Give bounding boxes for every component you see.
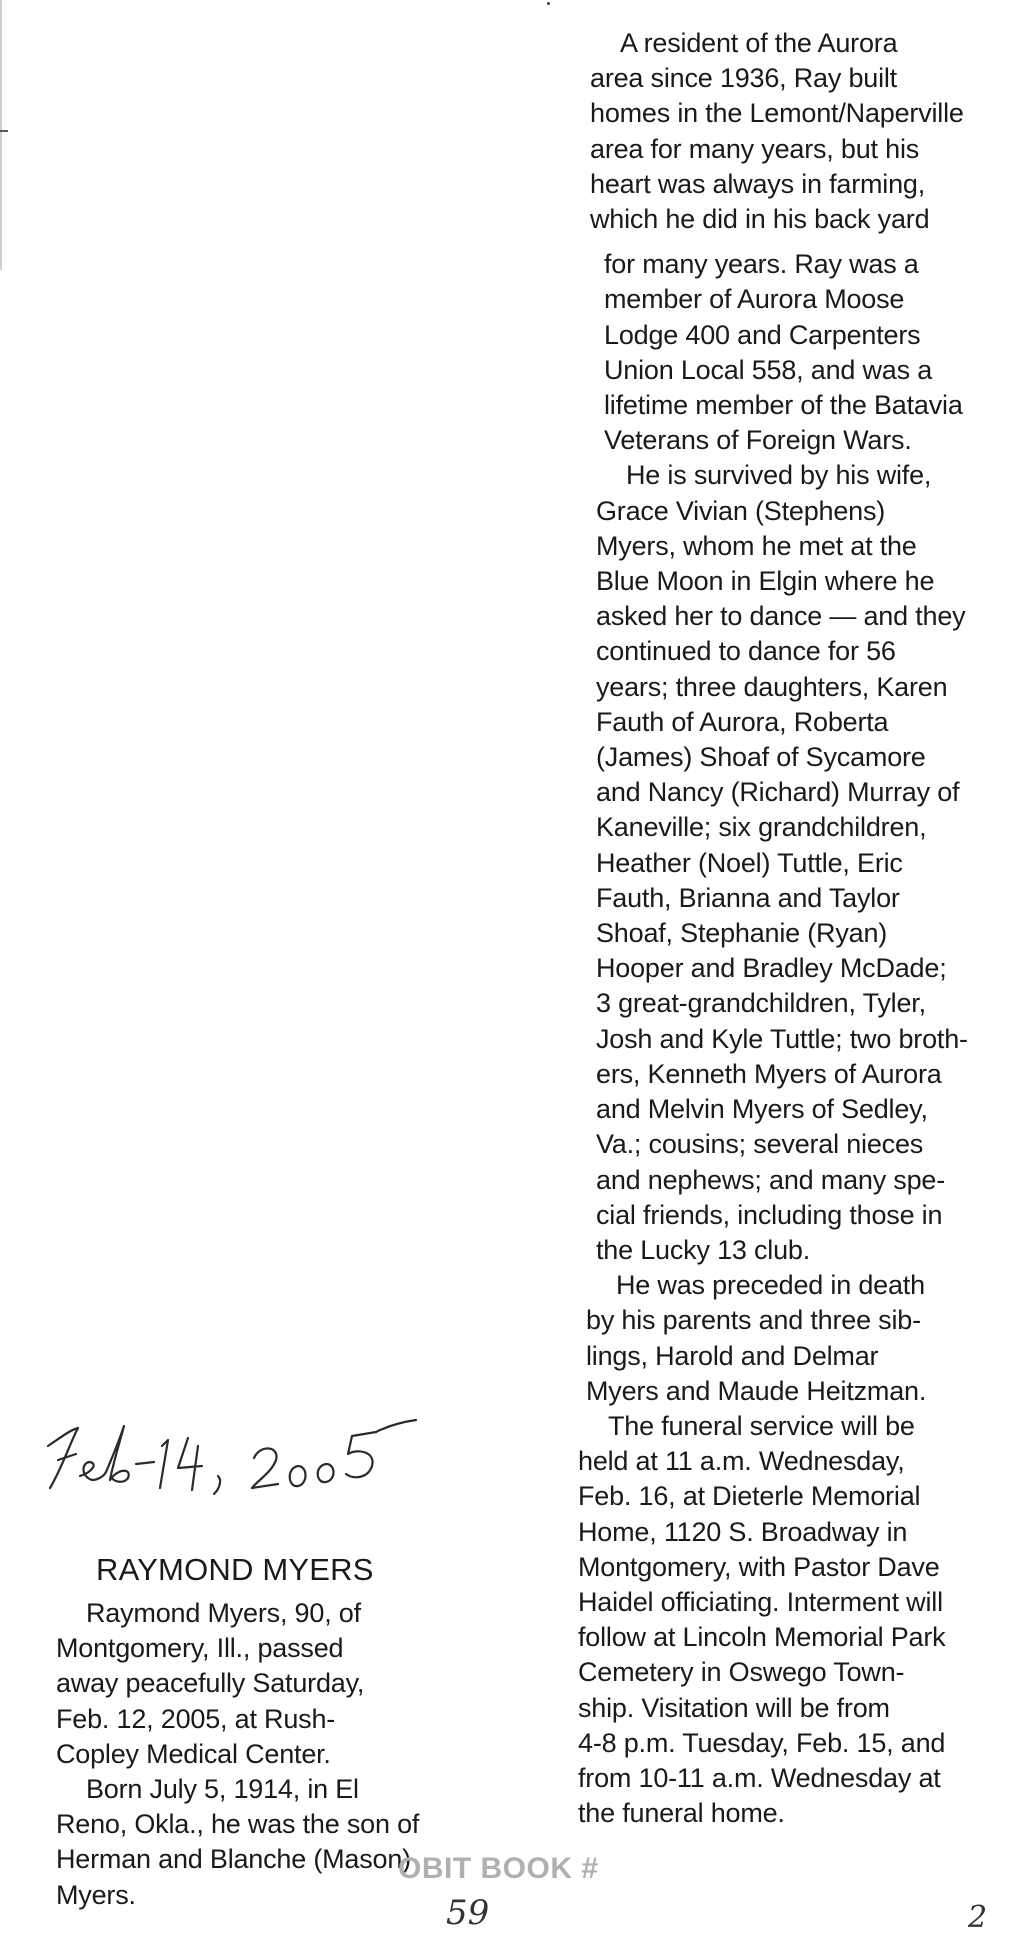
text-line: Reno, Okla., he was the son of — [56, 1809, 420, 1840]
text-line: Montgomery, Ill., passed — [56, 1633, 344, 1664]
left-column — [56, 1596, 456, 1913]
obituary-headline: RAYMOND MYERS — [96, 1552, 374, 1587]
text-line: for many years. Ray was a — [604, 249, 919, 280]
paragraph-preceded — [578, 1268, 998, 1409]
text-line: area for many years, but his — [590, 133, 920, 164]
scan-edge-shadow — [0, 0, 2, 270]
text-line: Home, 1120 S. Broadway in — [578, 1516, 908, 1547]
text-line: He is survived by his wife, — [626, 460, 932, 491]
paragraph-services — [578, 1409, 998, 1831]
text-line: Montgomery, with Pastor Dave — [578, 1551, 940, 1582]
paragraph-passing — [56, 1596, 456, 1772]
corner-handwritten-mark: 2 — [968, 1900, 988, 1935]
text-line: ers, Kenneth Myers of Aurora — [596, 1058, 942, 1089]
text-line: Josh and Kyle Tuttle; two broth- — [596, 1023, 968, 1054]
text-line: Born July 5, 1914, in El — [86, 1774, 359, 1805]
text-line: lifetime member of the Batavia — [604, 390, 963, 421]
text-line: Heather (Noel) Tuttle, Eric — [596, 847, 903, 878]
text-line: Feb. 12, 2005, at Rush- — [56, 1703, 336, 1734]
text-line: 4-8 p.m. Tuesday, Feb. 15, and — [578, 1727, 946, 1758]
text-line: from 10-11 a.m. Wednesday at — [578, 1762, 941, 1793]
text-line: Herman and Blanche (Mason) — [56, 1844, 411, 1875]
text-line: the Lucky 13 club. — [596, 1234, 811, 1265]
scan-edge-mark — [0, 130, 8, 132]
text-line: lings, Harold and Delmar — [586, 1340, 879, 1371]
right-column — [578, 26, 998, 1831]
text-line: the funeral home. — [578, 1798, 785, 1829]
text-line: Blue Moon in Elgin where he — [596, 566, 935, 597]
text-line: Kaneville; six grandchildren, — [596, 812, 927, 843]
obit-book-number: 59 — [446, 1893, 490, 1933]
text-line: Copley Medical Center. — [56, 1738, 331, 1769]
text-line: Fauth of Aurora, Roberta — [596, 706, 889, 737]
text-line: homes in the Lemont/Naperville — [590, 98, 964, 129]
text-line: A resident of the Aurora — [620, 28, 898, 58]
text-line: Union Local 558, and was a — [604, 354, 933, 385]
text-line: The funeral service will be — [608, 1410, 915, 1441]
text-line: Myers, whom he met at the — [596, 530, 917, 561]
text-line: Myers and Maude Heitzman. — [586, 1375, 927, 1406]
text-line: by his parents and three sib- — [586, 1305, 921, 1336]
text-line: years; three daughters, Karen — [596, 671, 948, 702]
text-line: and nephews; and many spe- — [596, 1164, 946, 1195]
text-line: Veterans of Foreign Wars. — [604, 425, 912, 456]
paragraph-birth — [56, 1772, 456, 1913]
text-line: Fauth, Brianna and Taylor — [596, 882, 900, 913]
text-line: cial friends, including those in — [596, 1199, 943, 1230]
text-line: member of Aurora Moose — [604, 284, 905, 315]
text-line: Va.; cousins; several nieces — [596, 1129, 924, 1160]
obit-book-stamp: OBIT BOOK # — [398, 1852, 599, 1885]
text-line: and Melvin Myers of Sedley, — [596, 1094, 928, 1125]
text-line: Shoaf, Stephanie (Ryan) — [596, 918, 888, 949]
text-line: Lodge 400 and Carpenters — [604, 319, 921, 350]
text-line: area since 1936, Ray built — [590, 63, 897, 94]
text-line: ship. Visitation will be from — [578, 1692, 890, 1723]
text-line: Feb. 16, at Dieterle Memorial — [578, 1481, 921, 1512]
scan-speck — [547, 2, 550, 5]
text-line: (James) Shoaf of Sycamore — [596, 742, 926, 773]
text-line: asked her to dance — and they — [596, 601, 966, 632]
paragraph-memberships — [578, 247, 998, 458]
text-line: Hooper and Bradley McDade; — [596, 953, 947, 984]
text-line: Grace Vivian (Stephens) — [596, 495, 886, 526]
text-line: follow at Lincoln Memorial Park — [578, 1622, 946, 1653]
text-line: held at 11 a.m. Wednesday, — [578, 1446, 905, 1477]
text-line: Cemetery in Oswego Town- — [578, 1657, 905, 1688]
text-line: continued to dance for 56 — [596, 636, 896, 667]
text-line: Raymond Myers, 90, of — [86, 1598, 361, 1628]
paragraph-residence — [578, 26, 998, 237]
text-line: heart was always in farming, — [590, 168, 926, 199]
text-line: 3 great-grandchildren, Tyler, — [596, 988, 926, 1019]
text-line: He was preceded in death — [616, 1270, 925, 1301]
text-line: Haidel officiating. Interment will — [578, 1586, 943, 1617]
text-line: and Nancy (Richard) Murray of — [596, 777, 960, 808]
text-line: which he did in his back yard — [590, 204, 930, 235]
text-line: Myers. — [56, 1879, 136, 1910]
handwritten-date — [40, 1418, 440, 1508]
text-line: away peacefully Saturday, — [56, 1668, 365, 1699]
paragraph-survivors — [578, 458, 998, 1268]
